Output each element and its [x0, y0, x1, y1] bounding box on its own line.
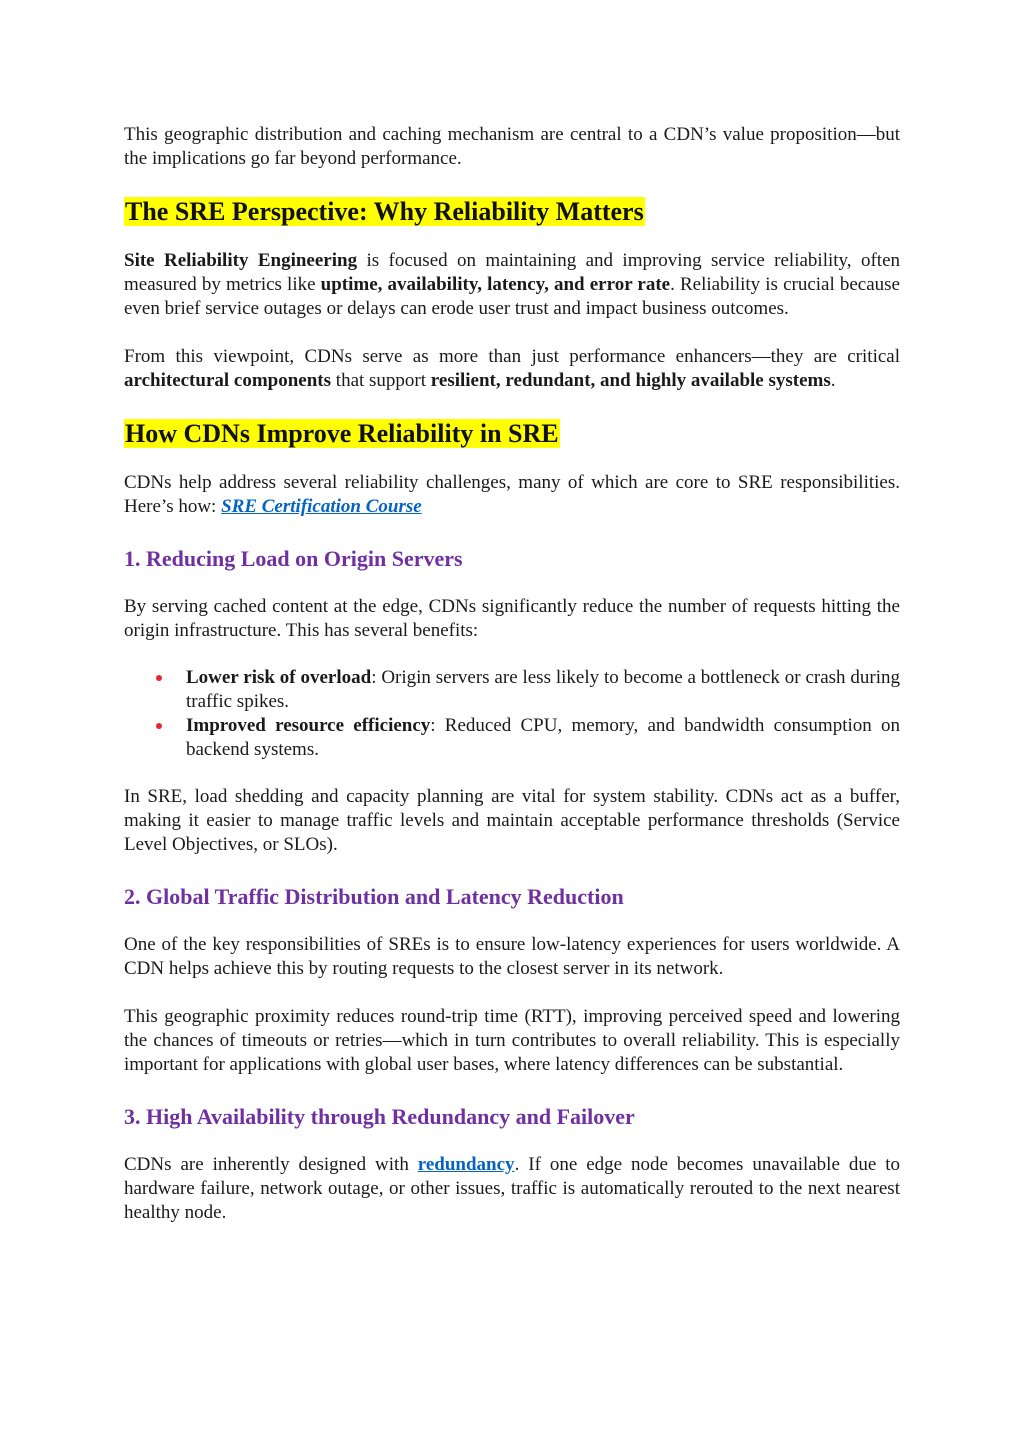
- high-availability-paragraph: [124, 1153, 900, 1225]
- subheading-global-traffic: 2. Global Traffic Distribution and Latency Reduction: [124, 884, 624, 909]
- bullet-dot-icon: [156, 723, 162, 729]
- viewpoint-text-3: .: [830, 370, 836, 391]
- load-shedding-paragraph: In SRE, load shedding and capacity planning are vital for system stability. CDNs act as a buffer, making it easier to manage traffic levels and maintain acceptable performance thresholds (Service Level Objectives, or SLOs).: [124, 786, 900, 855]
- how-intro-text: CDNs help address several reliability challenges, many of which are core to SRE responsibilities. Here’s how:: [124, 472, 900, 517]
- availability-text-2: . If one edge node becomes unavailable due to hardware failure, network outage, or other issues, traffic is automatically rerouted to the next nearest healthy node.: [124, 1154, 900, 1223]
- how-intro-paragraph: [124, 471, 900, 519]
- sre-definition-text-1: is focused on maintaining and improving service reliability, often measured by metrics like: [124, 250, 900, 295]
- term-architectural-components: architectural components: [124, 370, 332, 391]
- heading-sre-perspective: [124, 195, 900, 229]
- heading-sre-perspective-text: The SRE Perspective: Why Reliability Matters: [125, 197, 644, 226]
- sre-definition-text-2: . Reliability is crucial because even brief service outages or delays can erode user trust and impact business outcomes.: [124, 274, 900, 319]
- redundancy-link[interactable]: redundancy: [417, 1154, 515, 1175]
- benefits-list: [124, 666, 900, 762]
- global-traffic-paragraph-1: One of the key responsibilities of SREs is to ensure low-latency experiences for users worldwide. A CDN helps achieve this by routing requests to the closest server in its network.: [124, 934, 900, 979]
- sre-definition-paragraph: [124, 249, 900, 321]
- term-sre: Site Reliability Engineering: [124, 250, 358, 271]
- document-page: [124, 123, 900, 1225]
- availability-text-1: CDNs are inherently designed with: [124, 1154, 418, 1175]
- bullet-text: : Reduced CPU, memory, and bandwidth consumption on backend systems.: [186, 715, 900, 760]
- viewpoint-text-1: From this viewpoint, CDNs serve as more than just performance enhancers—they are critical: [124, 346, 900, 367]
- intro-paragraph: This geographic distribution and caching mechanism are central to a CDN’s value proposition—but the implications go far beyond performance.: [124, 124, 900, 169]
- bullet-dot-icon: [156, 675, 162, 681]
- list-item: [124, 666, 900, 714]
- bullet-text: : Origin servers are less likely to become a bottleneck or crash during traffic spikes.: [186, 667, 900, 712]
- heading-how-cdns-improve: [124, 417, 900, 451]
- sre-certification-course-link[interactable]: SRE Certification Course: [221, 496, 422, 517]
- bullet-term: Improved resource efficiency: [186, 715, 431, 736]
- list-item: [124, 714, 900, 762]
- bullet-term: Lower risk of overload: [186, 667, 372, 688]
- heading-how-cdns-improve-text: How CDNs Improve Reliability in SRE: [125, 419, 559, 448]
- subheading-high-availability: 3. High Availability through Redundancy and Failover: [124, 1104, 635, 1129]
- viewpoint-text-2: that support: [331, 370, 431, 391]
- reducing-load-paragraph: By serving cached content at the edge, CDNs significantly reduce the number of requests hitting the origin infrastructure. This has several benefits:: [124, 596, 900, 641]
- subheading-reducing-load: 1. Reducing Load on Origin Servers: [124, 546, 463, 571]
- cdn-viewpoint-paragraph: [124, 345, 900, 393]
- term-metrics: uptime, availability, latency, and error rate: [320, 274, 671, 295]
- term-resilient-systems: resilient, redundant, and highly available systems: [430, 370, 831, 391]
- global-traffic-paragraph-2: This geographic proximity reduces round-trip time (RTT), improving perceived speed and lowering the chances of timeouts or retries—which in turn contributes to overall reliability. This is especially important for applications with global user bases, where latency differences can be substantial.: [124, 1006, 900, 1075]
